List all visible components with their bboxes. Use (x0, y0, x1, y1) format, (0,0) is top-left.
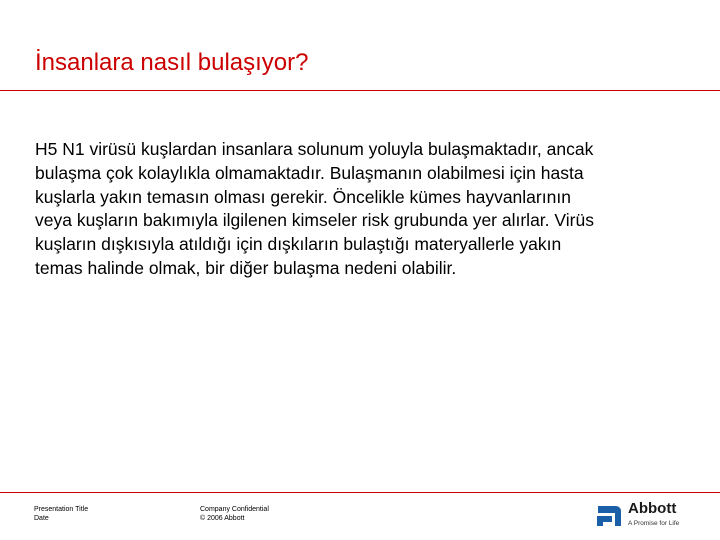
abbott-logo-icon (594, 502, 624, 530)
body-line: veya kuşların bakımıyla ilgilenen kimseler risk grubunda yer alırlar. Virüs (35, 210, 594, 231)
logo-name: Abbott (628, 500, 677, 517)
footer-date: Date (34, 515, 49, 522)
footer-presentation-title: Presentation Title (34, 506, 89, 513)
body-line: bulaşma çok kolaylıkla olmamaktadır. Bulaşmanın olabilmesi için hasta (35, 162, 584, 183)
abbott-logo (594, 500, 712, 532)
body-line: kuşların dışkısıyla atıldığı için dışkıların bulaştığı materyallerle yakın (35, 234, 562, 255)
slide-title: İnsanlara nasıl bulaşıyor? (35, 49, 309, 76)
body-line: temas halinde olmak, bir diğer bulaşma nedeni olabilir. (35, 257, 457, 278)
footer-divider (0, 492, 720, 493)
body-text (35, 138, 685, 281)
footer-confidential: Company Confidential (200, 506, 269, 513)
logo-tagline: A Promise for Life (628, 520, 680, 527)
footer-presentation-info (34, 505, 88, 523)
title-divider (0, 90, 720, 91)
footer-company-info (200, 505, 269, 523)
footer-copyright: © 2006 Abbott (200, 515, 245, 522)
body-line: kuşlarla yakın temasın olması gerekir. Öncelikle kümes hayvanlarının (35, 186, 571, 207)
body-line: H5 N1 virüsü kuşlardan insanlara solunum yoluyla bulaşmaktadır, ancak (35, 139, 594, 159)
